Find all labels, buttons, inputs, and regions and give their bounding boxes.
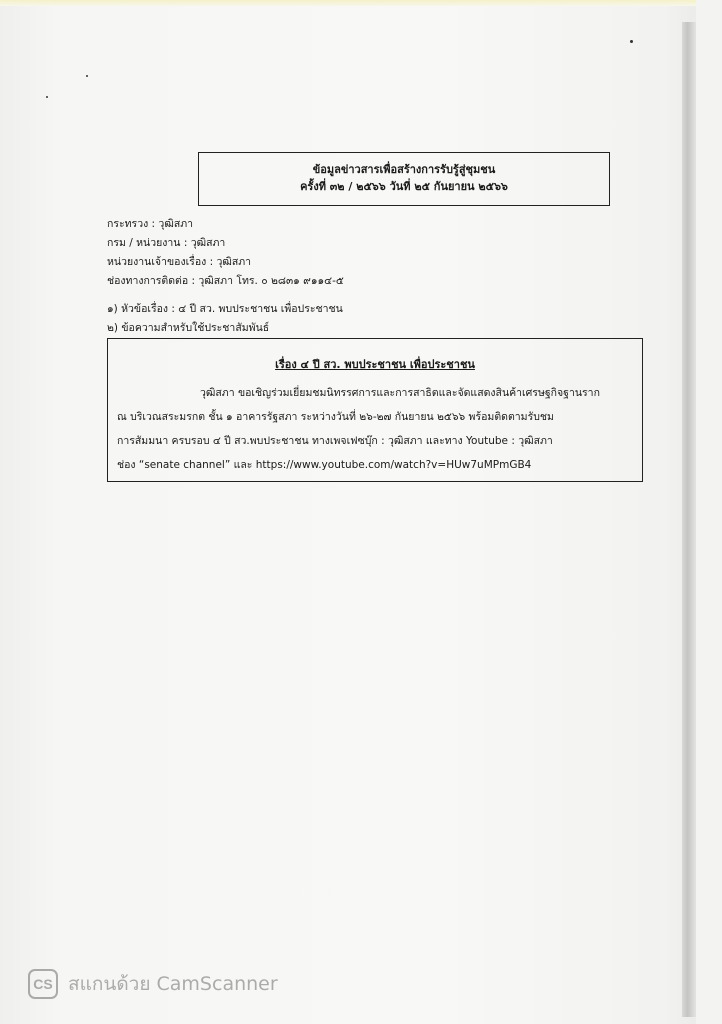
header-box	[198, 152, 610, 206]
scan-speck	[46, 96, 48, 98]
announcement-line: วุฒิสภา ขอเชิญร่วมเยี่ยมชมนิทรรศการและการสาธิตและจัดแสดงสินค้าเศรษฐกิจฐานราก	[200, 387, 600, 399]
announcement-line: การสัมมนา ครบรอบ ๔ ปี สว.พบประชาชน ทางเพจเฟซบุ๊ก : วุฒิสภา และทาง Youtube : วุฒิสภา	[117, 435, 553, 447]
camscanner-watermark	[28, 966, 278, 1002]
paper-right-margin	[696, 0, 722, 1024]
meta-topic: ๑) หัวข้อเรื่อง : ๔ ปี สว. พบประชาชน เพื่อประชาชน	[107, 303, 343, 315]
header-issue: ครั้งที่ ๓๒ / ๒๕๖๖ วันที่ ๒๕ กันยายน ๒๕๖๖	[300, 180, 508, 193]
meta-contact: ช่องทางการติดต่อ : วุฒิสภา โทร. ๐ ๒๘๓๑ ๙๑๑๔-๕	[107, 275, 344, 287]
meta-owner-unit: หน่วยงานเจ้าของเรื่อง : วุฒิสภา	[107, 256, 252, 268]
watermark-text: สแกนด้วย CamScanner	[68, 973, 278, 995]
scan-speck	[86, 75, 88, 77]
scan-speck	[630, 40, 633, 43]
meta-pr-message-label: ๒) ข้อความสำหรับใช้ประชาสัมพันธ์	[107, 322, 270, 334]
header-title: ข้อมูลข่าวสารเพื่อสร้างการรับรู้สู่ชุมชน	[312, 163, 496, 176]
camscanner-logo-icon: CS	[28, 969, 58, 999]
announcement-line: ช่อง “senate channel” และ https://www.youtube.com/watch?v=HUw7uMPmGB4	[117, 459, 532, 471]
meta-ministry: กระทรวง : วุฒิสภา	[107, 218, 194, 230]
announcement-title: เรื่อง ๔ ปี สว. พบประชาชน เพื่อประชาชน	[275, 358, 475, 371]
announcement-box	[107, 338, 643, 482]
paper-top-edge	[0, 0, 722, 6]
meta-department: กรม / หน่วยงาน : วุฒิสภา	[107, 237, 226, 249]
paper-right-edge-shadow	[682, 22, 696, 1017]
announcement-line: ณ บริเวณสระมรกต ชั้น ๑ อาคารรัฐสภา ระหว่างวันที่ ๒๖-๒๗ กันยายน ๒๕๖๖ พร้อมติดตามรับชม	[117, 411, 554, 423]
